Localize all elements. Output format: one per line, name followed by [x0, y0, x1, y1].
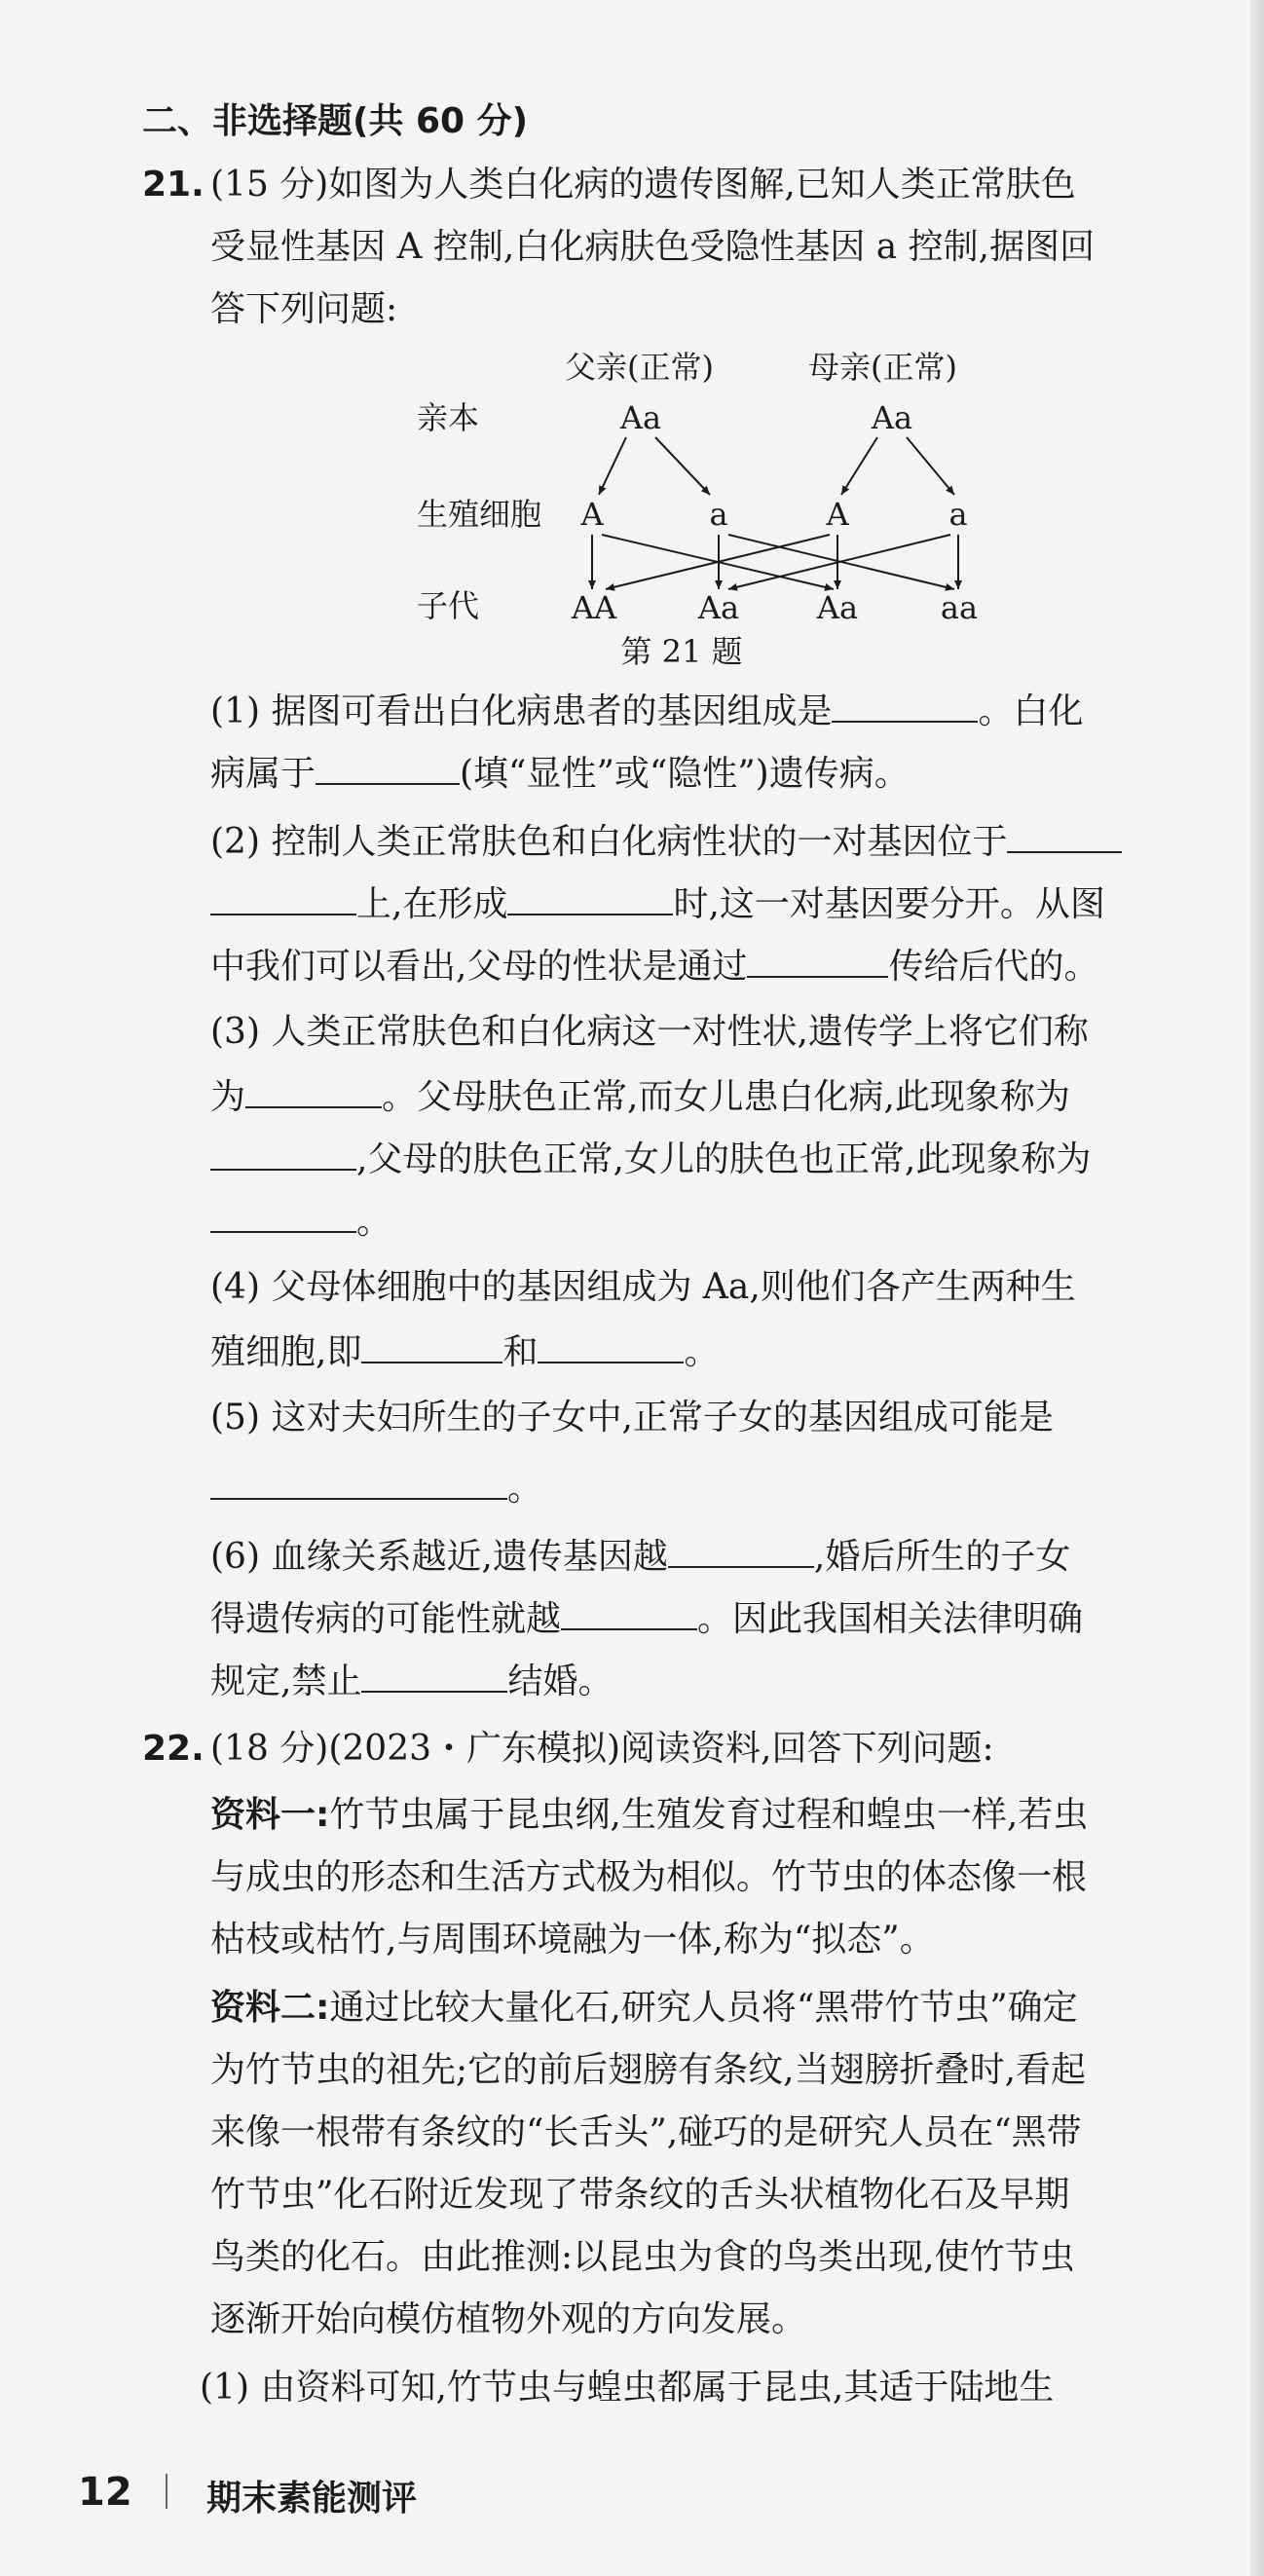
q22-material2-line4: 竹节虫”化石附近发现了带条纹的舌头状植物化石及早期 — [210, 2175, 1070, 2215]
offspring-Aa-1: Aa — [697, 589, 740, 626]
material2-text: 通过比较大量化石,研究人员将“黑带竹节虫”确定 — [329, 1988, 1078, 2028]
q21-sub2-line3 — [210, 943, 1098, 989]
offspring-AA: AA — [571, 589, 617, 626]
q21-sub6-text: 结婚。 — [507, 1661, 613, 1701]
q22-material2-line6: 逐渐开始向模仿植物外观的方向发展。 — [210, 2299, 807, 2339]
q21-sub3-text: 。 — [356, 1202, 392, 1242]
q21-sub2-text: 上,在形成 — [356, 884, 508, 924]
answer-blank[interactable] — [747, 943, 888, 978]
answer-blank[interactable] — [361, 1658, 507, 1693]
q21-line-2: 受显性基因 A 控制,白化病肤色受隐性基因 a 控制,据图回 — [210, 227, 1096, 267]
q21-sub2-line2 — [210, 880, 1105, 926]
q21-number: 21. — [142, 165, 204, 205]
answer-blank[interactable] — [210, 1198, 356, 1233]
answer-blank[interactable] — [245, 1073, 382, 1108]
q21-sub6-text: 得遗传病的可能性就越 — [210, 1599, 562, 1639]
diagram-caption: 第 21 题 — [620, 633, 743, 670]
q22-sub1-line1: (1) 由资料可知,竹节虫与蝗虫都属于昆虫,其适于陆地生 — [200, 2368, 1055, 2408]
q21-sub1-text: (填“显性”或“隐性”)遗传病。 — [460, 754, 910, 794]
answer-blank[interactable] — [210, 1136, 356, 1171]
footer-title: 期末素能测评 — [206, 2479, 418, 2519]
q21-sub2-text: 中我们可以看出,父母的性状是通过 — [210, 947, 748, 987]
answer-blank[interactable] — [561, 1595, 697, 1630]
arrow-father-to-a — [655, 437, 710, 495]
q21-sub3-text: 为 — [210, 1077, 246, 1117]
q22-material2-line3: 来像一根带有条纹的“长舌头”,碰巧的是研究人员在“黑带 — [210, 2112, 1082, 2152]
q21-sub6-text: (6) 血缘关系越近,遗传基因越 — [210, 1537, 668, 1577]
answer-blank[interactable] — [1007, 818, 1122, 853]
q21-line-1: (15 分)如图为人类白化病的遗传图解,已知人类正常肤色 — [210, 165, 1076, 205]
q21-line-3: 答下列问题: — [210, 289, 398, 329]
material1-label: 资料一: — [210, 1795, 330, 1835]
offspring-Aa-2: Aa — [816, 589, 859, 626]
section-title: 二、非选择题(共 60 分) — [142, 101, 529, 141]
q22-material1-line1 — [210, 1794, 1088, 1837]
arrow-mother-to-A — [841, 437, 877, 495]
q21-sub6-line2 — [210, 1595, 1083, 1641]
mother-label: 母亲(正常) — [808, 349, 957, 386]
q21-sub4-text: 和 — [502, 1332, 539, 1372]
q21-sub2-text: (2) 控制人类正常肤色和白化病性状的一对基因位于 — [210, 822, 1008, 862]
q21-sub5-line1: (5) 这对夫妇所生的子女中,正常子女的基因组成可能是 — [210, 1398, 1054, 1437]
answer-blank[interactable] — [538, 1328, 684, 1363]
arrow-mother-to-a — [907, 437, 954, 495]
material1-text: 竹节虫属于昆虫纲,生殖发育过程和蝗虫一样,若虫 — [329, 1795, 1089, 1835]
q21-sub3-line1: (3) 人类正常肤色和白化病这一对性状,遗传学上将它们称 — [210, 1012, 1089, 1052]
q22-material2-line2: 为竹节虫的祖先;它的前后翅膀有条纹,当翅膀折叠时,看起 — [210, 2050, 1087, 2090]
answer-blank[interactable] — [210, 1465, 507, 1500]
q21-sub1-text: (1) 据图可看出白化病患者的基因组成是 — [210, 691, 833, 731]
q21-sub5-text: 。 — [507, 1469, 543, 1509]
q21-sub4-text: 殖细胞,即 — [210, 1332, 362, 1372]
answer-blank[interactable] — [210, 880, 356, 915]
offspring-aa: aa — [940, 589, 979, 626]
gamete-mother-a: a — [948, 496, 968, 533]
q21-sub6-line3 — [210, 1658, 613, 1703]
inheritance-diagram — [390, 346, 1013, 687]
q22-number: 22. — [142, 1729, 204, 1769]
q21-sub1-line1 — [210, 688, 1083, 733]
gamete-father-A: A — [580, 496, 604, 533]
father-genotype: Aa — [619, 399, 662, 436]
q21-sub5-line2 — [210, 1465, 542, 1511]
q21-sub6-text: ,婚后所生的子女 — [813, 1537, 1071, 1577]
q22-material1-line3: 枯枝或枯竹,与周围环境融为一体,称为“拟态”。 — [210, 1920, 935, 1960]
material2-label: 资料二: — [210, 1988, 330, 2028]
q21-sub1-text: 。白化 — [978, 691, 1084, 731]
q21-sub4-line1: (4) 父母体细胞中的基因组成为 Aa,则他们各产生两种生 — [210, 1267, 1076, 1307]
page-edge — [1250, 0, 1264, 2576]
answer-blank[interactable] — [507, 880, 673, 915]
q22-material2-line5: 鸟类的化石。由此推测:以昆虫为食的鸟类出现,使竹节虫 — [210, 2237, 1075, 2277]
q21-sub6-line1 — [210, 1533, 1070, 1579]
q21-sub6-text: 规定,禁止 — [210, 1661, 362, 1701]
q21-sub4-text: 。 — [684, 1332, 720, 1372]
q21-sub3-line2 — [210, 1073, 1070, 1119]
q21-sub2-text: 时,这一对基因要分开。从图 — [673, 884, 1105, 924]
q21-sub2-text: 传给后代的。 — [888, 947, 1099, 987]
q21-sub3-line3 — [210, 1136, 1091, 1181]
q22-intro: (18 分)(2023・广东模拟)阅读资料,回答下列问题: — [210, 1729, 994, 1769]
q21-sub4-line2 — [210, 1328, 719, 1374]
page-number: 12 — [78, 2470, 132, 2515]
answer-blank[interactable] — [316, 750, 460, 785]
father-label: 父亲(正常) — [565, 349, 714, 386]
row-label-offspring: 子代 — [417, 587, 480, 624]
gamete-father-a: a — [709, 496, 728, 533]
q21-sub6-text: 。因此我国相关法律明确 — [697, 1599, 1084, 1639]
q21-sub3-text: ,父母的肤色正常,女儿的肤色也正常,此现象称为 — [356, 1139, 1092, 1179]
q21-sub1-text: 病属于 — [210, 754, 316, 794]
answer-blank[interactable] — [361, 1328, 502, 1363]
row-label-gametes: 生殖细胞 — [417, 496, 542, 533]
answer-blank[interactable] — [832, 688, 978, 723]
mother-genotype: Aa — [871, 399, 913, 436]
arrow-father-to-A — [599, 437, 626, 495]
gamete-mother-A: A — [826, 496, 849, 533]
q21-sub2-line1 — [210, 818, 1122, 864]
q21-sub3-text: 。父母肤色正常,而女儿患白化病,此现象称为 — [382, 1077, 1070, 1117]
q22-material2-line1 — [210, 1987, 1078, 2030]
q21-sub3-line4 — [210, 1198, 391, 1244]
row-label-parents: 亲本 — [417, 399, 480, 436]
footer-divider — [166, 2474, 167, 2509]
answer-blank[interactable] — [668, 1533, 814, 1568]
q21-sub1-line2 — [210, 750, 910, 796]
q22-material1-line2: 与成虫的形态和生活方式极为相似。竹节虫的体态像一根 — [210, 1857, 1088, 1897]
